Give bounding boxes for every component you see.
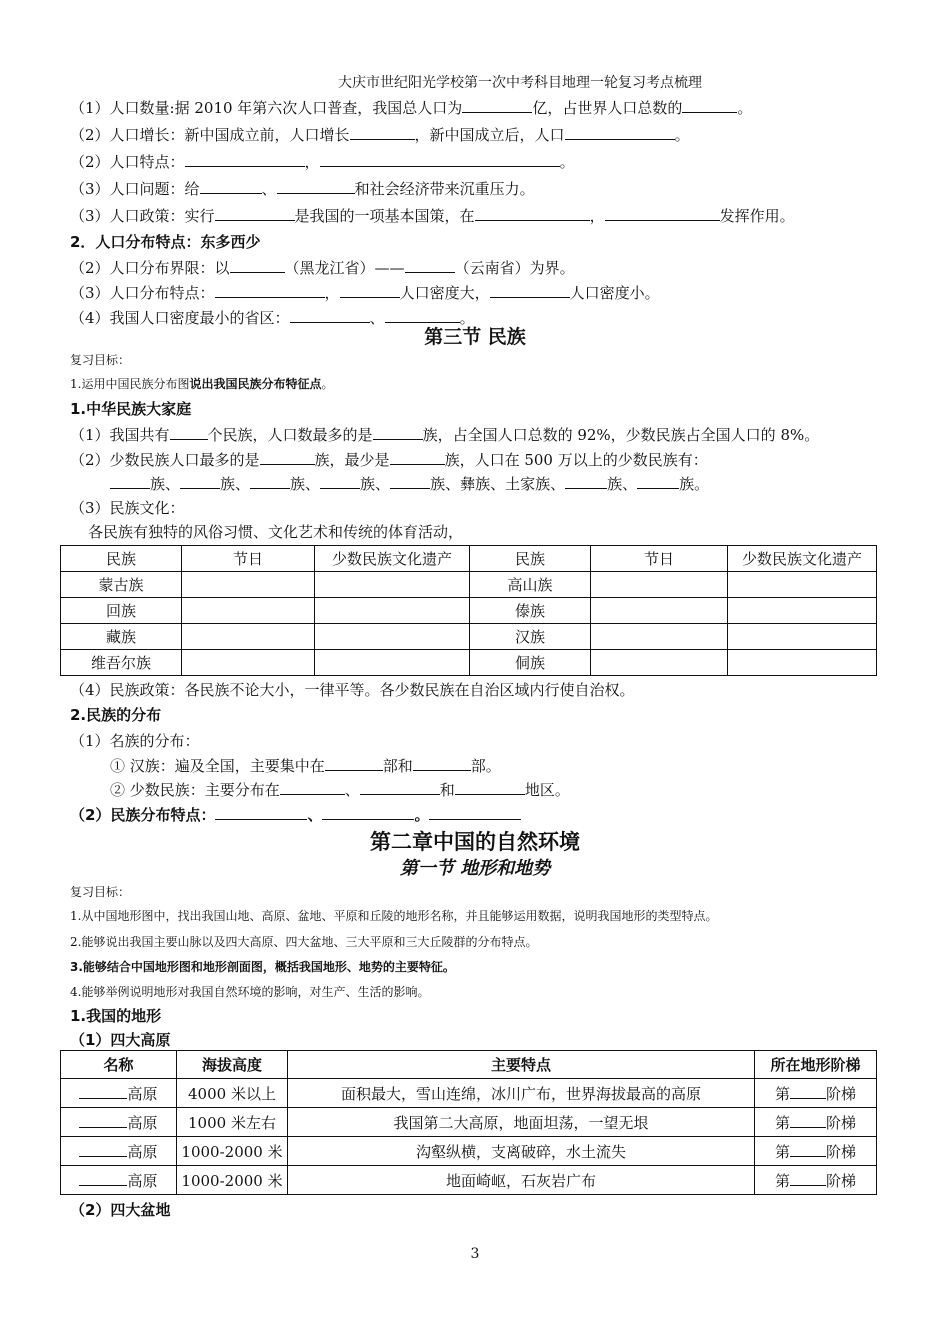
blank [405,258,455,273]
text: 部和 [382,757,413,775]
text: 、 [261,180,277,198]
blank [565,474,607,489]
text: 阶梯 [826,1084,857,1103]
blank [230,258,285,273]
blank [215,206,295,221]
table-cell: 侗族 [470,650,591,676]
text: 第 [774,1171,790,1190]
table-cell [182,598,315,624]
table-cell [315,598,470,624]
population-distribution-heading: 2．人口分布特点：东多西少 [70,233,261,251]
population-count-line [70,98,752,118]
text: （2）人口特点： [70,153,185,171]
text: 第 [774,1084,790,1103]
blank [475,206,590,221]
table-header-row [61,546,877,572]
text: 。 [559,153,575,171]
blank [790,1171,826,1186]
nation-distribution-line: （1）名族的分布： [70,732,200,750]
text: 发挥作用。 [719,207,795,225]
nation-culture-table [60,545,877,676]
blank [429,805,521,820]
table-cell [755,1166,877,1195]
text: （1）人口数量:据 2010 年第六次人口普查，我国总人口为 [70,99,463,117]
page-header: 大庆市世纪阳光学校第一次中考科目地理一轮复习考点梳理 [338,75,702,91]
blank [385,308,460,323]
blank [455,780,525,795]
nation-culture-desc: 各民族有独特的风俗习惯、文化艺术和传统的体育活动， [88,523,464,541]
blank [290,308,370,323]
table-cell: 面积最大，雪山连绵，冰川广布，世界海拔最高的高原 [288,1079,755,1108]
blank [790,1113,826,1128]
chapter-title: 第二章中国的自然环境 [370,830,580,854]
section-title-nation: 第三节 民族 [424,326,526,348]
text: 、 [344,781,360,799]
table-cell [728,624,877,650]
text: （2）人口分布界限：以 [70,259,230,277]
text: 高原 [127,1142,158,1161]
text: （云南省）为界。 [454,259,575,277]
table-row [61,1166,877,1195]
table-cell [315,650,470,676]
table-cell [182,650,315,676]
blank [170,425,208,440]
blank [390,450,445,465]
text: （3）人口分布特点： [70,284,215,302]
blank [200,179,262,194]
terrain-goal-3: 3.能够结合中国地形图和地形剖面图，概括我国地形、地势的主要特征。 [70,960,455,974]
blank [277,179,355,194]
text: 说出我国民族分布特征点 [189,377,322,391]
blank [79,1113,127,1128]
table-cell [315,572,470,598]
table-cell [182,572,315,598]
text: 族，人口在 500 万以上的少数民族有： [444,451,708,469]
table-row [61,650,877,676]
table-cell: 汉族 [470,624,591,650]
text: ， [304,153,320,171]
blank [350,125,415,140]
text: 个民族，人口数最多的是 [207,426,373,444]
column-header: 民族 [470,546,591,572]
table-cell [591,598,728,624]
review-goal-label: 复习目标： [70,353,131,367]
blank [565,125,675,140]
table-cell [591,624,728,650]
text: 和 [439,781,455,799]
column-header: 海拔高度 [177,1051,288,1079]
table-row [61,624,877,650]
table-cell: 4000 米以上 [177,1079,288,1108]
table-cell [728,650,877,676]
text: 、 [369,309,385,327]
table-cell [315,624,470,650]
text: 族、 [607,475,638,493]
table-cell: 沟壑纵横，支离破碎，水土流失 [288,1137,755,1166]
terrain-goal-4: 4.能够举例说明地形对我国自然环境的影响，对生产、生活的影响。 [70,985,430,999]
blank [340,283,400,298]
table-row [61,1137,877,1166]
text: 阶梯 [826,1113,857,1132]
plateau-heading: （1）四大高原 [70,1031,171,1049]
blank [490,283,570,298]
text: ， [324,284,340,302]
blank [605,206,720,221]
table-cell [755,1108,877,1137]
text: ， [589,207,605,225]
table-cell: 1000 米左右 [177,1108,288,1137]
page-number: 3 [470,1246,480,1262]
blank [215,283,325,298]
text: 高原 [127,1171,158,1190]
nation-family-heading: 1.中华民族大家庭 [70,400,192,418]
text: 族、 [290,475,321,493]
review-goal-label: 复习目标： [70,885,131,899]
text: 族、 [360,475,391,493]
blank [110,474,150,489]
han-distribution-line [110,756,501,776]
basin-heading: （2）四大盆地 [70,1201,171,1219]
table-cell [182,624,315,650]
text: 人口密度小。 [569,284,660,302]
population-problem-line [70,179,535,199]
text: 高原 [127,1113,158,1132]
table-cell: 回族 [61,598,182,624]
text: 部。 [470,757,501,775]
blank [413,756,471,771]
population-feature-line [70,152,575,172]
table-row [61,572,877,598]
text: 。 [674,126,690,144]
column-header: 少数民族文化遗产 [315,546,470,572]
text: 1.运用中国民族分布图 [70,377,190,391]
table-cell: 1000-2000 米 [177,1137,288,1166]
text: （黑龙江省）—— [284,259,405,277]
table-cell: 蒙古族 [61,572,182,598]
text: （2）人口增长：新中国成立前，人口增长 [70,126,350,144]
text: ① 汉族：遍及全国，主要集中在 [110,757,325,775]
text: 族，最少是 [314,451,390,469]
terrain-goal-1: 1.从中国地形图中，找出我国山地、高原、盆地、平原和丘陵的地形名称，并且能够运用数据，说明我国地形的类型特点。 [70,909,718,923]
text: 族、 [430,475,461,493]
nation-policy-line: （4）民族政策：各民族不论大小，一律平等。各少数民族在自治区域内行使自治权。 [70,681,635,699]
table-cell: 傣族 [470,598,591,624]
blank [637,474,679,489]
text: 族、 [150,475,181,493]
blank [280,780,345,795]
text: 。 [321,377,334,391]
text: 、 [307,806,323,824]
table-cell: 藏族 [61,624,182,650]
text: （3）人口政策：实行 [70,207,215,225]
population-growth-line [70,125,690,145]
nation-minority-line [70,450,708,470]
text: 是我国的一项基本国策，在 [294,207,475,225]
text: 族。 [679,475,710,493]
text: 阶梯 [826,1142,857,1161]
text: 族、 [220,475,251,493]
text: 高原 [127,1084,158,1103]
text: 。 [459,309,475,327]
section-title-terrain: 第一节 地形和地势 [399,858,551,879]
text: 族，占全国人口总数的 92%，少数民族占全国人口的 8%。 [422,426,820,444]
table-cell [728,598,877,624]
table-cell [755,1079,877,1108]
blank [185,152,305,167]
blank [260,450,315,465]
population-density-line [70,283,660,303]
text: （4）我国人口密度最小的省区： [70,309,290,327]
text: 阶梯 [826,1171,857,1190]
table-cell [61,1108,177,1137]
text: 亿，占世界人口总数的 [532,99,683,117]
column-header: 节日 [182,546,315,572]
blank [373,425,423,440]
blank [325,756,383,771]
blank [360,780,440,795]
table-cell [755,1137,877,1166]
table-cell: 1000-2000 米 [177,1166,288,1195]
column-header: 所在地形阶梯 [755,1051,877,1079]
text: ，新中国成立后，人口 [414,126,565,144]
table-row [61,1079,877,1108]
table-cell: 地面崎岖，石灰岩广布 [288,1166,755,1195]
text: 彝族、土家族、 [460,475,566,493]
blank [79,1142,127,1157]
terrain-goal-2: 2.能够说出我国主要山脉以及四大高原、四大盆地、三大平原和三大丘陵群的分布特点。 [70,935,538,949]
text: （3）人口问题：给 [70,180,200,198]
column-header: 名称 [61,1051,177,1079]
terrain-heading: 1.我国的地形 [70,1007,162,1025]
text: （1）我国共有 [70,426,170,444]
column-header: 少数民族文化遗产 [728,546,877,572]
text: （2）少数民族人口最多的是 [70,451,260,469]
blank [790,1084,826,1099]
blank [322,805,414,820]
blank [320,474,360,489]
table-row [61,1108,877,1137]
text: 第 [774,1142,790,1161]
nation-culture-line: （3）民族文化： [70,499,185,517]
table-cell [728,572,877,598]
nation-distribution-heading: 2.民族的分布 [70,706,162,724]
text: ② 少数民族：主要分布在 [110,781,280,799]
plateau-table [60,1050,877,1195]
blank [390,474,430,489]
blank [180,474,220,489]
population-boundary-line [70,258,575,278]
table-cell [591,572,728,598]
table-header-row [61,1051,877,1079]
column-header: 主要特点 [288,1051,755,1079]
text: 人口密度大， [399,284,490,302]
table-cell [591,650,728,676]
population-policy-line [70,206,795,226]
minority-distribution-line [110,780,570,800]
nation-goal-1 [70,374,333,394]
table-cell [61,1166,177,1195]
table-cell: 高山族 [470,572,591,598]
blank [250,474,290,489]
blank [462,98,532,113]
text: 。 [414,806,430,824]
table-cell [61,1079,177,1108]
text: 。 [737,99,753,117]
blank [215,805,307,820]
text: 地区。 [524,781,570,799]
text: （2）民族分布特点： [70,806,216,824]
column-header: 民族 [61,546,182,572]
column-header: 节日 [591,546,728,572]
blank [320,152,560,167]
table-row [61,598,877,624]
blank [79,1171,127,1186]
table-cell [61,1137,177,1166]
text: 第 [774,1113,790,1132]
table-cell: 维吾尔族 [61,650,182,676]
nation-minority-list [110,474,709,494]
blank [682,98,737,113]
blank [79,1084,127,1099]
nation-count-line [70,425,819,445]
text: 和社会经济带来沉重压力。 [354,180,535,198]
blank [790,1142,826,1157]
nation-distribution-feature-line [70,805,521,825]
table-cell: 我国第二大高原，地面坦荡，一望无垠 [288,1108,755,1137]
